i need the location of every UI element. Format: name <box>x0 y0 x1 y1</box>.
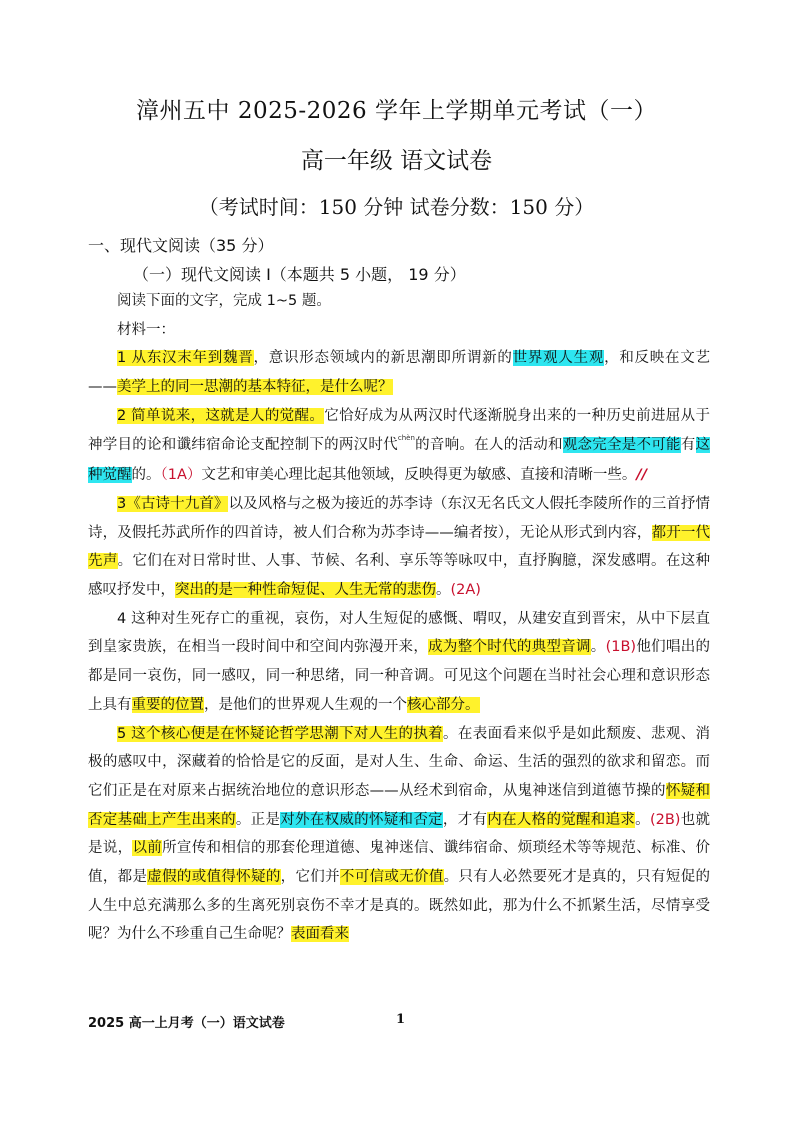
annotation-mark: // <box>636 467 647 484</box>
highlight-yellow: 不可信或无价值 <box>339 869 444 886</box>
highlight-cyan: 对外在权威的怀疑和否定 <box>280 811 443 828</box>
material-label: 材料一： <box>117 321 175 338</box>
answer-annotation: （1A） <box>160 467 202 484</box>
paragraph-text: ，才有 <box>442 811 488 828</box>
paragraph-text: ，它们并 <box>280 869 340 886</box>
paragraph-5 <box>88 720 710 950</box>
paragraph-text: 。正是 <box>235 811 281 828</box>
highlight-yellow: 都开一代先声 <box>88 524 710 570</box>
paragraph-text: 也就是说， <box>88 811 711 857</box>
highlight-yellow: 突出的是一种性命短促、人生无常的悲伤 <box>175 582 436 599</box>
paragraph-text: 他们唱出的都是同一哀伤，同一感叹，同一种思绪，同一种音调。可见这个问题在当时社会心理和意识形态上具有 <box>88 639 711 713</box>
highlight-yellow: 3《古诗十九首》 <box>117 495 229 512</box>
footer-label: 2025 高一上月考（一）语文试卷 <box>88 1016 285 1031</box>
highlight-yellow: 5 这个核心便是在怀疑论哲学思潮下对人生的执着 <box>117 725 444 742</box>
answer-annotation: (2A) <box>450 582 481 599</box>
paragraph-text: 的音响。在人的活动和 <box>414 436 563 453</box>
paragraph-2 <box>88 402 710 490</box>
highlight-yellow: 怀疑和否定基础上产生出来的 <box>88 782 711 828</box>
paragraph-text: 文艺和审美心理比起其他领域，反映得更为敏感、直接和清晰一些。 <box>201 467 637 484</box>
paragraph-text: 它恰好成为从两汉时代逐渐脱身出来的一种历史前进屈从于神学目的论和谶纬宿命论支配控制下的两汉时代 <box>88 407 711 453</box>
paragraph-4 <box>88 605 710 720</box>
paragraph-text: 的。 <box>131 467 161 484</box>
sub-section-heading: （一）现代文阅读 I（本题共 5 小题， 19 分） <box>133 265 466 284</box>
highlight-yellow: 表面看来 <box>291 926 349 943</box>
paragraph-text: ，意识形态领域内的新思潮即所谓新的 <box>253 350 513 367</box>
exam-subtitle: 高一年级 语文试卷 <box>300 148 493 174</box>
highlight-yellow: 成为整个时代的典型音调 <box>428 639 591 656</box>
paragraph-text: 。 <box>635 811 650 828</box>
highlight-cyan: 观念完全是不可能 <box>562 436 681 453</box>
reading-passage <box>88 287 710 949</box>
highlight-yellow: 虚假的或值得怀疑的 <box>147 869 281 886</box>
exam-info: （考试时间：150 分钟 试卷分数：150 分） <box>198 195 595 219</box>
paragraph-text: ，是他们的世界观人生观的一个 <box>204 696 407 713</box>
highlight-cyan: 这种觉醒 <box>88 436 711 484</box>
paragraph-text: 。只有人必然要死才是真的，只有短促的人生中总充满那么多的生离死别哀伤不幸才是真的。既然如此，那为什么不抓紧生活，尽情享受呢？为什么不珍重自己生命呢？ <box>88 869 711 943</box>
exam-title: 漳州五中 2025-2026 学年上学期单元考试（一） <box>136 98 657 124</box>
paragraph-text: 。它们在对日常时世、人事、节候、名利、享乐等等咏叹中，直抒胸臆，深发感喟。在这种感叹抒发中， <box>88 553 711 599</box>
paragraph-text: 以及风格与之极为接近的苏李诗（东汉无名氏文人假托李陵所作的三首抒情诗，及假托苏武所作的四首诗，被人们合称为苏李诗——编者按），无论从形式到内容， <box>88 495 710 541</box>
highlight-yellow: 核心部分。 <box>407 696 480 713</box>
highlight-yellow: 重要的位置 <box>131 696 204 713</box>
answer-annotation: (2B) <box>649 811 681 828</box>
paragraph-text: 有 <box>680 436 696 453</box>
highlight-yellow: 内在人格的觉醒和追求 <box>487 811 636 828</box>
paragraph-text: ，和反映在文艺—— <box>88 350 711 396</box>
paragraph-text: 。在表面看来似乎是如此颓废、悲观、消极的感叹中，深藏着的恰恰是它的反面，是对人生、生命、命运、生活的强烈的欲求和留恋。而它们正是在对原来占据统治地位的意识形态——从经术到宿命，从鬼神迷信到道德节操的 <box>88 725 710 799</box>
paragraph-text: 。 <box>590 639 606 656</box>
paragraph-text: 4 这种对生死存亡的重视，哀伤，对人生短促的感慨、喟叹，从建安直到晋宋，从中下层直到皇家贵族，在相当一段时间中和空间内弥漫开来， <box>88 610 710 656</box>
section-heading: 一、现代文阅读（35 分） <box>88 236 274 255</box>
paragraph-text: 。 <box>436 582 451 599</box>
highlight-yellow: 1 从东汉末年到魏晋 <box>117 350 254 367</box>
paragraph-1 <box>88 344 710 401</box>
highlight-yellow: 以前 <box>132 840 163 857</box>
paragraph-text: 所宣传和相信的那套伦理道德、鬼神迷信、谶纬宿命、烦琐经术等等规范、标准、价值，都是 <box>88 840 711 886</box>
answer-annotation: (1B) <box>605 639 637 656</box>
instruction: 阅读下面的文字，完成 1~5 题。 <box>117 293 331 309</box>
pinyin-annotation: chèn <box>397 433 415 442</box>
paragraph-3 <box>88 490 710 605</box>
highlight-yellow: 美学上的同一思潮的基本特征，是什么呢？ <box>117 379 393 396</box>
highlight-cyan: 世界观人生观 <box>512 350 605 367</box>
highlight-yellow: 2 简单说来，这就是人的觉醒。 <box>117 407 325 424</box>
page-number: 1 <box>396 1012 406 1027</box>
